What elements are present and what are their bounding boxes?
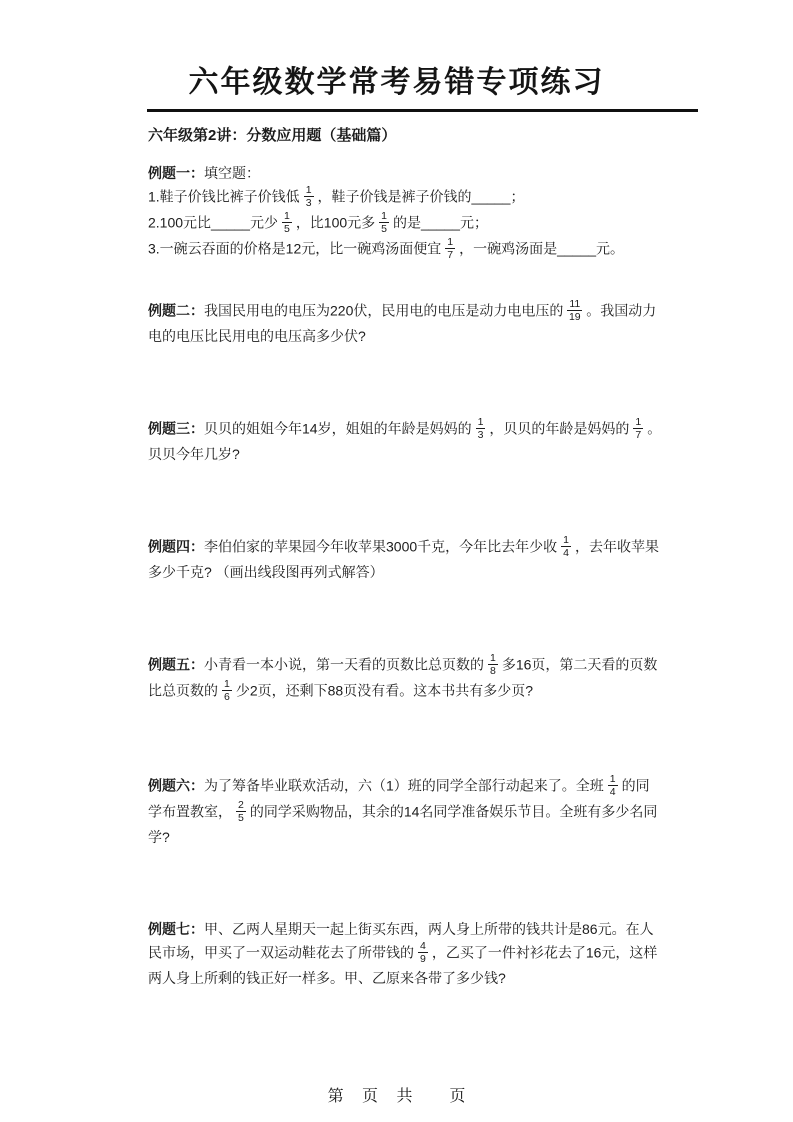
text-run: 1.鞋子价钱比裤子价钱低 [148,188,300,205]
problem [148,653,662,705]
problem-label: 例题二： [148,302,204,319]
fraction-numerator: 1 [490,652,496,664]
problem [148,417,662,466]
fraction-numerator: 1 [635,416,642,428]
title-divider [147,109,698,112]
text-run: 的是_____元； [393,214,488,231]
fraction-numerator: 1 [224,678,230,690]
fraction [418,941,428,964]
text-run: 。贝贝今年几岁? [148,420,662,462]
section-subtitle: 六年级第2讲：分数应用题（基础篇） [148,127,397,144]
problem [148,162,662,263]
fraction-denominator: 5 [381,223,388,235]
fraction-numerator: 4 [420,940,426,952]
text-run: ，鞋子价钱是裤子价钱的_____； [317,188,525,205]
problem [148,299,662,348]
problem-label: 例题一： [148,165,204,181]
fraction [608,774,618,797]
problem-label: 例题四： [148,538,204,555]
text-run: 李伯伯家的苹果园今年收苹果3000千克，今年比去年少收 [204,538,558,555]
fraction-denominator: 3 [305,197,312,209]
text-run: ，乙买了一件衬衫花去了16元，这样两人身上所剩的钱正好一样多。甲、乙原来各带了多少钱? [148,944,658,986]
text-run: 多16页，第二天看的页数比总页数的 [148,656,658,699]
problem [148,535,662,584]
fraction-denominator: 4 [609,786,616,798]
page-title: 六年级数学常考易错专项练习 [188,66,605,99]
fraction-denominator: 7 [635,429,642,441]
fraction [304,185,314,208]
fraction-numerator: 1 [563,534,569,546]
problem-label: 例题三： [148,420,204,437]
text-run: ，去年收苹果多少千克? （画出线段图再列式解答） [148,538,659,580]
fraction-denominator: 7 [447,249,454,261]
problem [148,774,662,849]
fraction [379,211,389,234]
text-run: ，贝贝的年龄是妈妈的 [489,420,630,437]
text-run: 我国民用电的电压为220伏，民用电的电压是动力电电压的 [204,302,564,319]
fraction-denominator: 19 [568,311,581,323]
fraction-numerator: 1 [305,184,312,196]
text-run: 甲、乙两人星期天一起上街买东西，两人身上所带的钱共计是86元。在人民市场，甲买了一双运动鞋花去了所带钱的 [148,921,654,961]
fraction-denominator: 6 [224,691,230,703]
text-run: 填空题： [204,165,260,181]
problem [148,918,662,990]
fraction-denominator: 5 [238,812,244,824]
page-number-line: 第 页 共 页 [327,1088,466,1105]
problems-list [148,162,662,990]
text-run: 的同学布置教室， [148,777,650,820]
fraction-denominator: 8 [490,665,496,677]
text-run: 的同学采购物品，其余的14名同学准备娱乐节目。全班有多少名同学? [148,803,658,845]
worksheet-header [0,0,793,146]
fraction-denominator: 4 [563,547,569,559]
fraction [445,237,455,260]
fraction-numerator: 1 [283,210,290,222]
text-run: ，一碗鸡汤面是_____元。 [459,240,625,257]
page-footer [0,1083,793,1106]
fraction-numerator: 1 [609,773,616,785]
fraction-denominator: 5 [283,223,290,235]
problem-label: 例题六： [148,777,204,794]
fraction-denominator: 3 [477,429,484,441]
fraction-numerator: 2 [238,799,244,811]
fraction [236,800,246,823]
problem-label: 例题七： [148,921,204,937]
text-run: 2.100元比_____元少 [148,214,278,231]
text-run: 贝贝的姐姐今年14岁，姐姐的年龄是妈妈的 [204,420,472,437]
text-run: 。我国动力电的电压比民用电的电压高多少伏? [148,302,657,344]
fraction-numerator: 11 [569,298,581,310]
fraction [282,211,292,234]
fraction [488,653,498,676]
fraction [476,417,486,440]
fraction [567,299,582,322]
fraction-denominator: 9 [420,953,426,965]
fraction-numerator: 1 [477,416,484,428]
problem-label: 例题五： [148,656,204,673]
text-run: ，比100元多 [295,214,376,231]
text-run: 小青看一本小说，第一天看的页数比总页数的 [204,656,484,673]
text-run: 少2页，还剩下88页没有看。这本书共有多少页? [235,682,533,699]
fraction-numerator: 1 [447,236,454,248]
text-run: 为了筹备毕业联欢活动，六（1）班的同学全部行动起来了。全班 [204,777,604,794]
fraction [633,417,643,440]
fraction [222,679,232,702]
text-run: 3.一碗云吞面的价格是12元，比一碗鸡汤面便宜 [148,240,442,257]
fraction-numerator: 1 [381,210,388,222]
fraction [561,535,571,558]
